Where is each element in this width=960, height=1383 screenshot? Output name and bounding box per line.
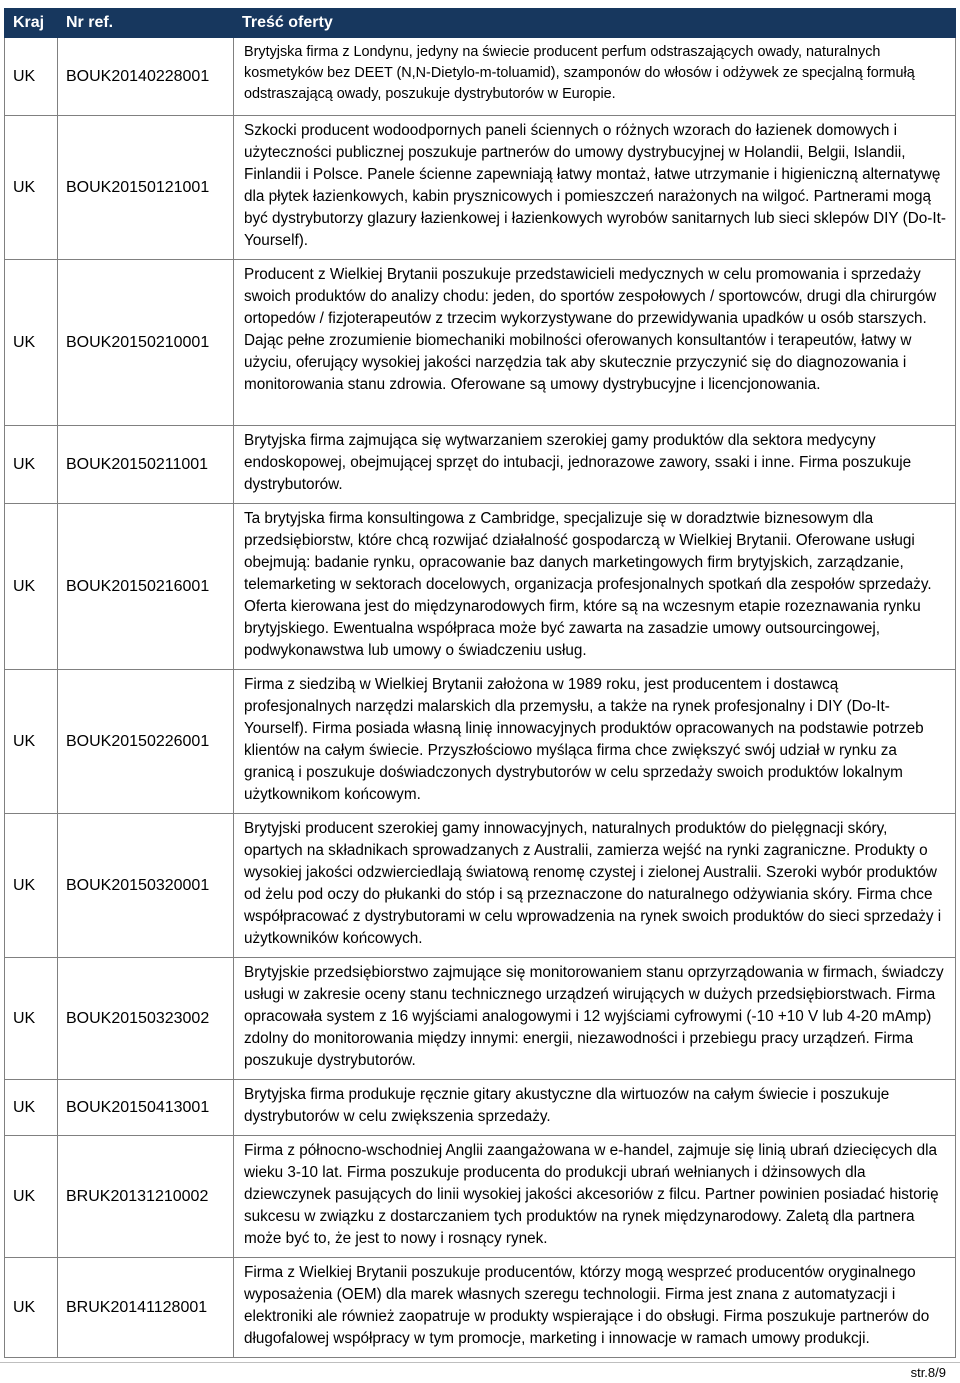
page-number: str.8/9: [910, 1365, 946, 1380]
row-ref: BOUK20150413001: [58, 1080, 234, 1136]
row-ref: BOUK20150226001: [58, 670, 234, 814]
row-country: UK: [5, 260, 58, 426]
row-content: Brytyjska firma zajmująca się wytwarzaniem szerokiej gamy produktów dla sektora medycyny endoskopowej, obejmującej sprzęt do intubacji, jednorazowe zawory, ssaki i inne. Firma poszukuje dystrybutorów.: [234, 426, 956, 504]
row-content: Firma z siedzibą w Wielkiej Brytanii założona w 1989 roku, jest producentem i dostawcą profesjonalnych narzędzi malarskich dla przemysłu, a także na rynek profesjonalny i DIY (Do-It-Yourself). Firma posiada własną linię innowacyjnych produktów opracowanych na podstawie potrzeb klientów na całym świecie. Przyszłościowo myśląca firma chce zwiększyć swój udział w rynku za granicą i poszukuje doświadczonych dystrybutorów w celu sprzedaży swoich produktów lokalnym użytkownikom końcowym.: [234, 670, 956, 814]
table-row: [5, 426, 956, 504]
header-ref: Nr ref.: [58, 9, 234, 38]
header-content: Treść oferty: [234, 9, 956, 38]
row-ref: BOUK20140228001: [58, 38, 234, 116]
table-row: [5, 504, 956, 670]
row-country: UK: [5, 670, 58, 814]
table-row: [5, 116, 956, 260]
row-ref: BRUK20131210002: [58, 1136, 234, 1258]
row-ref: BOUK20150216001: [58, 504, 234, 670]
row-content: Producent z Wielkiej Brytanii poszukuje przedstawicieli medycznych w celu promowania i sprzedaży swoich produktów do analizy chodu: jeden, do sportów zespołowych / sportowców, drugi dla chirurgów ortopedów / fizjoterapeutów z trzecim wykorzystywane do przewidywania upadków u osób starszych. Dając pełne zrozumienie biomechaniki mobilności oferowanych konsultantów i terapeutów, łatwy w użyciu, oferujący wysokiej jakości narzędzia tak aby skutecznie przyczynić się do diagnozowania i monitorowania stanu zdrowia. Oferowane są umowy dystrybucyjne i licencjonowania.: [234, 260, 956, 426]
row-content: Brytyjskie przedsiębiorstwo zajmujące się monitorowaniem stanu oprzyrządowania w firmach, świadczy usługi w zakresie oceny stanu technicznego urządzeń wirujących w dużych przedsiębiorstwach. Firma opracowała system z 16 wyjściami analogowymi i 12 wyjściami cyfrowymi (-10 +10 V lub 4-20 mAmp) zdolny do monitorowania między innymi: energii, niezawodności i przebiegu pracy urządzeń. Firma poszukuje dystrybutorów.: [234, 958, 956, 1080]
table-row: [5, 260, 956, 426]
row-country: UK: [5, 116, 58, 260]
header-country: Kraj: [5, 9, 58, 38]
offers-table: [4, 8, 956, 1358]
row-ref: BOUK20150320001: [58, 814, 234, 958]
row-country: UK: [5, 38, 58, 116]
row-ref: BOUK20150323002: [58, 958, 234, 1080]
row-content: Firma z Wielkiej Brytanii poszukuje producentów, którzy mogą wesprzeć producentów oryginalnego wyposażenia (OEM) dla marek własnych szeregu technologii. Firma jest znana z automatyzacji i elektroniki ale również zaopatruje w produkty wspierające i do obsługi. Firma poszukuje partnerów do długofalowej współpracy w tym promocje, marketing i innowacje w ramach umowy produkcji.: [234, 1258, 956, 1358]
row-content: Firma z północno-wschodniej Anglii zaangażowana w e-handel, zajmuje się linią ubrań dziecięcych dla wieku 3-10 lat. Firma poszukuje producenta do produkcji ubrań wełnianych i dżinsowych dla dziewczynek pasujących do linii wysokiej jakości akcesoriów z filcu. Partner powinien posiadać historię sukcesu w związku z dostarczaniem tych produktów na rynek międzynarodowy. Zaletą dla partnera może być to, że jest to nowy i rosnący rynek.: [234, 1136, 956, 1258]
row-content: Brytyjski producent szerokiej gamy innowacyjnych, naturalnych produktów do pielęgnacji skóry, opartych na składnikach sprowadzanych z Australii, zamierza wejść na rynki zagraniczne. Produkty o wysokiej jakości odzwierciedlają światową renomę czystej i zielonej Australii. Szeroki wybór produktów od żelu pod oczy do płukanki do stóp i są przeznaczone do naturalnego odżywiania skóry. Firma chce współpracować z dystrybutorami w celu wprowadzenia na rynek swoich produktów do sieci sprzedaży i użytkowników końcowych.: [234, 814, 956, 958]
row-country: UK: [5, 958, 58, 1080]
table-row: [5, 1080, 956, 1136]
row-ref: BOUK20150211001: [58, 426, 234, 504]
table-header-row: [5, 9, 956, 38]
table-row: [5, 1136, 956, 1258]
table-row: [5, 670, 956, 814]
table-row: [5, 38, 956, 116]
row-ref: BOUK20150121001: [58, 116, 234, 260]
row-ref: BOUK20150210001: [58, 260, 234, 426]
row-country: UK: [5, 1258, 58, 1358]
row-country: UK: [5, 1136, 58, 1258]
row-country: UK: [5, 504, 58, 670]
row-content: Ta brytyjska firma konsultingowa z Cambridge, specjalizuje się w doradztwie biznesowym dla przedsiębiorstw, które chcą rozwijać działalność gospodarczą w Wielkiej Brytanii. Oferowane usługi obejmują: badanie rynku, opracowanie baz danych marketingowych firm brytyjskich, zarządzanie, telemarketing w sektorach docelowych, organizacja profesjonalnych spotkań dla zespołów sprzedaży. Oferta kierowana jest do międzynarodowych firm, które są na wczesnym etapie rozeznawania rynku brytyjskiego. Ewentualna współpraca może być zawarta na zasadzie umowy outsourcingowej, podwykonawstwa lub umowy o świadczeniu usług.: [234, 504, 956, 670]
table-row: [5, 958, 956, 1080]
row-ref: BRUK20141128001: [58, 1258, 234, 1358]
row-country: UK: [5, 426, 58, 504]
table-row: [5, 1258, 956, 1358]
row-content: Brytyjska firma produkuje ręcznie gitary akustyczne dla wirtuozów na całym świecie i poszukuje dystrybutorów w celu zwiększenia sprzedaży.: [234, 1080, 956, 1136]
footer-divider: [0, 1362, 960, 1363]
table-row: [5, 814, 956, 958]
row-country: UK: [5, 1080, 58, 1136]
row-content: Brytyjska firma z Londynu, jedyny na świecie producent perfum odstraszających owady, naturalnych kosmetyków bez DEET (N,N-Dietylo-m-toluamid), szamponów do włosów i odżywek ze specjalną formułą odstraszającą owady, poszukuje dystrybutorów w Europie.: [234, 38, 956, 116]
row-country: UK: [5, 814, 58, 958]
row-content: Szkocki producent wodoodpornych paneli ściennych o różnych wzorach do łazienek domowych i użyteczności publicznej poszukuje partnerów do umowy dystrybucyjnej w Holandii, Belgii, Islandii, Finlandii i Polsce. Panele ścienne zapewniają łatwy montaż, łatwe utrzymanie i higieniczną alternatywę dla płytek łazienkowych, kabin prysznicowych i pomieszczeń narażonych na wilgoć. Partnerami mogą być dystrybutorzy glazury łazienkowej i łazienkowych wyrobów sanitarnych lub sieci sklepów DIY (Do-It-Yourself).: [234, 116, 956, 260]
